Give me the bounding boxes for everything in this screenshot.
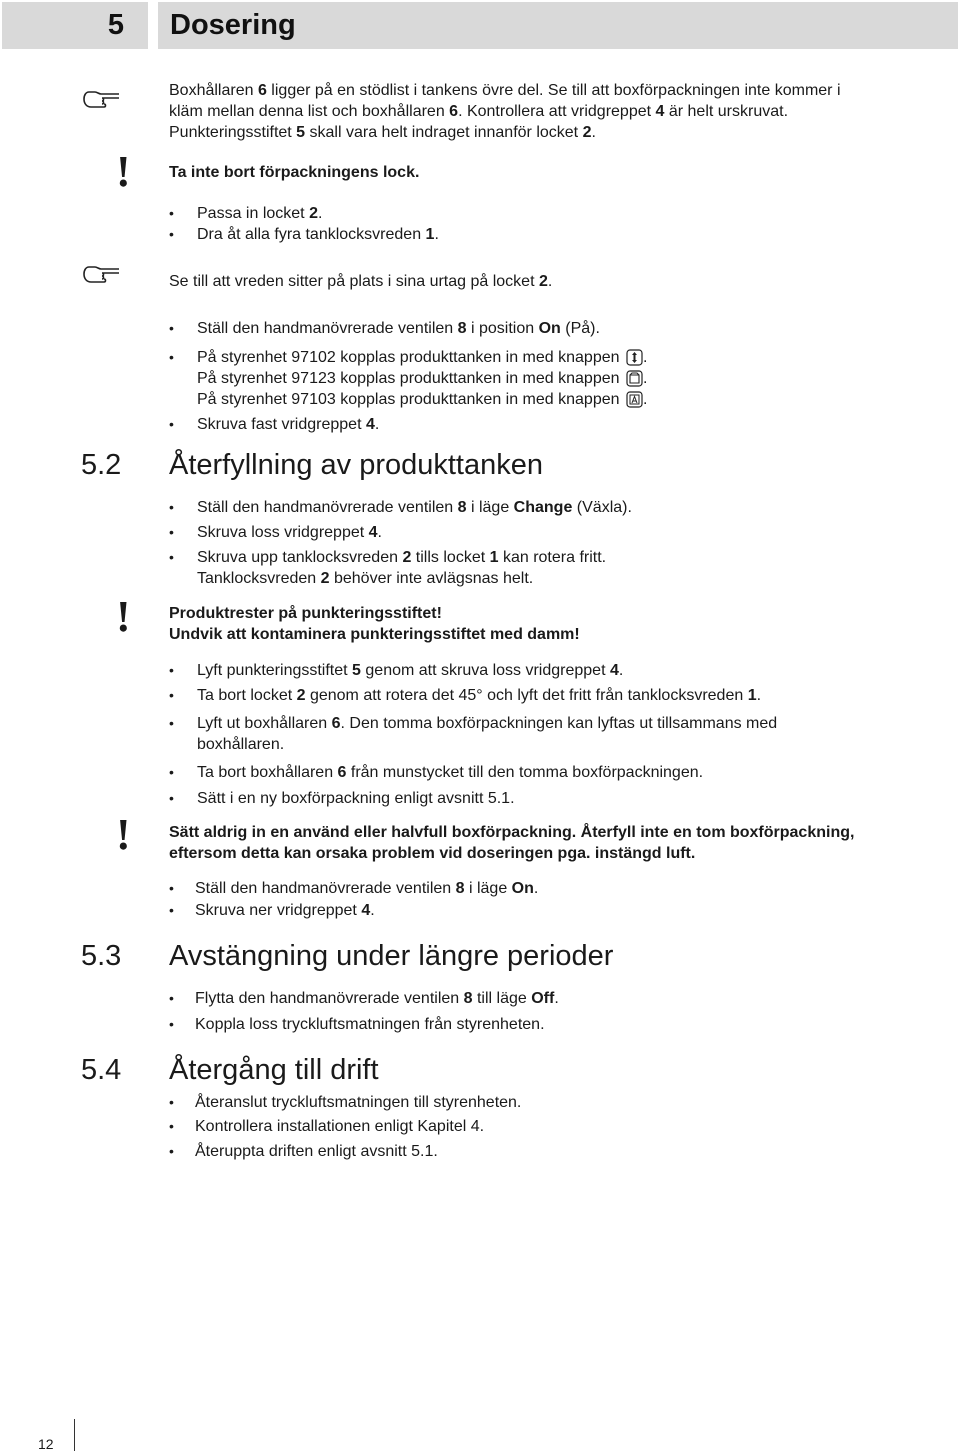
product-tank-button-icon bbox=[626, 349, 643, 366]
section-title: Återgång till drift bbox=[169, 1054, 379, 1086]
page-divider bbox=[74, 1419, 75, 1451]
list-line: Tanklocksvreden 2 behöver inte avlägsnas helt. bbox=[197, 570, 534, 587]
list-line: boxhållaren. bbox=[197, 736, 285, 753]
intro-line-1: Boxhållaren 6 ligger på en stödlist i tankens övre del. Se till att boxförpackningen inte kommer i bbox=[169, 82, 841, 99]
exclamation-icon: ! bbox=[116, 147, 131, 196]
note-text: Se till att vreden sitter på plats i sina urtag på locket 2. bbox=[169, 273, 553, 290]
warning-text: Ta inte bort förpackningens lock. bbox=[169, 164, 420, 181]
page-number: 12 bbox=[38, 1436, 54, 1452]
list-line: På styrenhet 97123 kopplas produkttanken in med knappen . bbox=[197, 370, 648, 387]
pointing-hand-icon bbox=[82, 88, 120, 110]
section-number: 5.2 bbox=[81, 449, 122, 481]
tank-a-button-icon bbox=[626, 391, 643, 408]
exclamation-icon: ! bbox=[116, 810, 131, 859]
exclamation-icon: ! bbox=[116, 592, 131, 641]
section-number: 5.3 bbox=[81, 940, 122, 972]
chapter-title: Dosering bbox=[158, 2, 958, 49]
section-title: Avstängning under längre perioder bbox=[169, 940, 614, 972]
intro-line-2: kläm mellan denna list och boxhållaren 6. Kontrollera att vridgreppet 4 är helt urskruvat. bbox=[169, 103, 789, 120]
section-number: 5.4 bbox=[81, 1054, 122, 1086]
chapter-number: 5 bbox=[2, 2, 148, 49]
warning-text: Undvik att kontaminera punkteringsstiftet med damm! bbox=[169, 626, 580, 643]
warning-text: Sätt aldrig in en använd eller halvfull boxförpackning. Återfyll inte en tom boxförpackning, bbox=[169, 824, 855, 841]
warning-text: eftersom detta kan orsaka problem vid doseringen pga. instängd luft. bbox=[169, 845, 696, 862]
warning-text: Produktrester på punkteringsstiftet! bbox=[169, 605, 442, 622]
section-title: Återfyllning av produkttanken bbox=[169, 449, 543, 481]
intro-line-3: Punkteringsstiftet 5 skall vara helt indraget innanför locket 2. bbox=[169, 124, 596, 141]
list-line: På styrenhet 97103 kopplas produkttanken in med knappen . bbox=[197, 391, 648, 408]
pointing-hand-icon bbox=[82, 263, 120, 285]
tank-button-icon bbox=[626, 370, 643, 387]
